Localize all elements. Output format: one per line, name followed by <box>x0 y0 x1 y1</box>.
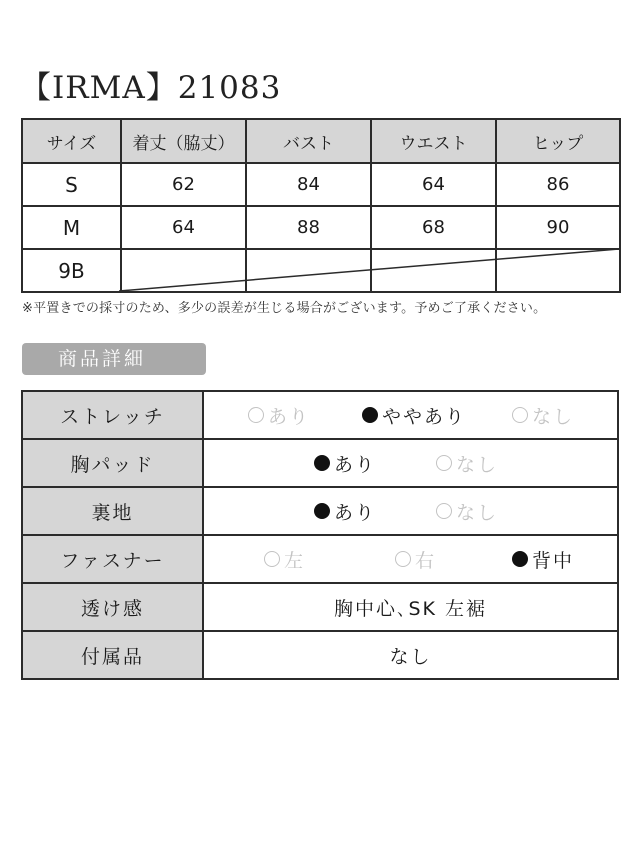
table-cell-empty <box>496 249 620 292</box>
filled-circle-icon <box>512 551 528 567</box>
detail-row-sheerness <box>22 583 618 631</box>
size-table <box>21 118 621 293</box>
option: あり <box>248 402 310 429</box>
table-cell: 88 <box>246 206 371 249</box>
detail-options <box>203 391 618 439</box>
header-waist: ウエスト <box>371 119 496 163</box>
table-cell-empty <box>246 249 371 292</box>
detail-row-stretch <box>22 391 618 439</box>
detail-label: 透け感 <box>22 583 203 631</box>
detail-options <box>203 439 618 487</box>
option: あり <box>314 450 376 477</box>
empty-circle-icon <box>264 551 280 567</box>
option: 左 <box>264 546 305 573</box>
detail-options <box>203 535 618 583</box>
table-cell: 90 <box>496 206 620 249</box>
header-length: 着丈（脇丈） <box>121 119 246 163</box>
detail-row-zipper <box>22 535 618 583</box>
table-cell: 86 <box>496 163 620 206</box>
table-row <box>22 206 620 249</box>
filled-circle-icon <box>362 407 378 423</box>
table-cell-empty <box>371 249 496 292</box>
header-hip: ヒップ <box>496 119 620 163</box>
detail-value: 胸中心､SK 左裾 <box>203 583 618 631</box>
measurement-note: ※平置きでの採寸のため、多少の誤差が生じる場合がございます。予めご了承ください。 <box>22 301 547 316</box>
table-row <box>22 249 620 292</box>
option: なし <box>436 498 498 525</box>
size-label: S <box>22 163 121 206</box>
detail-row-lining <box>22 487 618 535</box>
table-cell: 68 <box>371 206 496 249</box>
size-label: M <box>22 206 121 249</box>
detail-options <box>203 487 618 535</box>
empty-circle-icon <box>395 551 411 567</box>
detail-value: なし <box>203 631 618 679</box>
empty-circle-icon <box>436 503 452 519</box>
empty-circle-icon <box>512 407 528 423</box>
option: なし <box>512 402 574 429</box>
detail-label: 裏地 <box>22 487 203 535</box>
detail-label: 胸パッド <box>22 439 203 487</box>
detail-row-accessories <box>22 631 618 679</box>
option: ややあり <box>362 402 466 429</box>
details-header: 商品詳細 <box>22 343 206 375</box>
header-bust: バスト <box>246 119 371 163</box>
table-cell-empty <box>121 249 246 292</box>
option: 右 <box>395 546 436 573</box>
filled-circle-icon <box>314 455 330 471</box>
detail-label: ストレッチ <box>22 391 203 439</box>
detail-label: 付属品 <box>22 631 203 679</box>
option: なし <box>436 450 498 477</box>
table-row <box>22 163 620 206</box>
option: 背中 <box>512 546 574 573</box>
table-cell: 64 <box>121 206 246 249</box>
details-table <box>21 390 619 680</box>
detail-label: ファスナー <box>22 535 203 583</box>
detail-row-bust-pad <box>22 439 618 487</box>
product-title: 【IRMA】21083 <box>20 70 282 106</box>
option: あり <box>314 498 376 525</box>
empty-circle-icon <box>248 407 264 423</box>
table-cell: 84 <box>246 163 371 206</box>
size-label: 9B <box>22 249 121 292</box>
size-table-header-row <box>22 119 620 163</box>
table-cell: 62 <box>121 163 246 206</box>
filled-circle-icon <box>314 503 330 519</box>
table-cell: 64 <box>371 163 496 206</box>
header-size: サイズ <box>22 119 121 163</box>
empty-circle-icon <box>436 455 452 471</box>
